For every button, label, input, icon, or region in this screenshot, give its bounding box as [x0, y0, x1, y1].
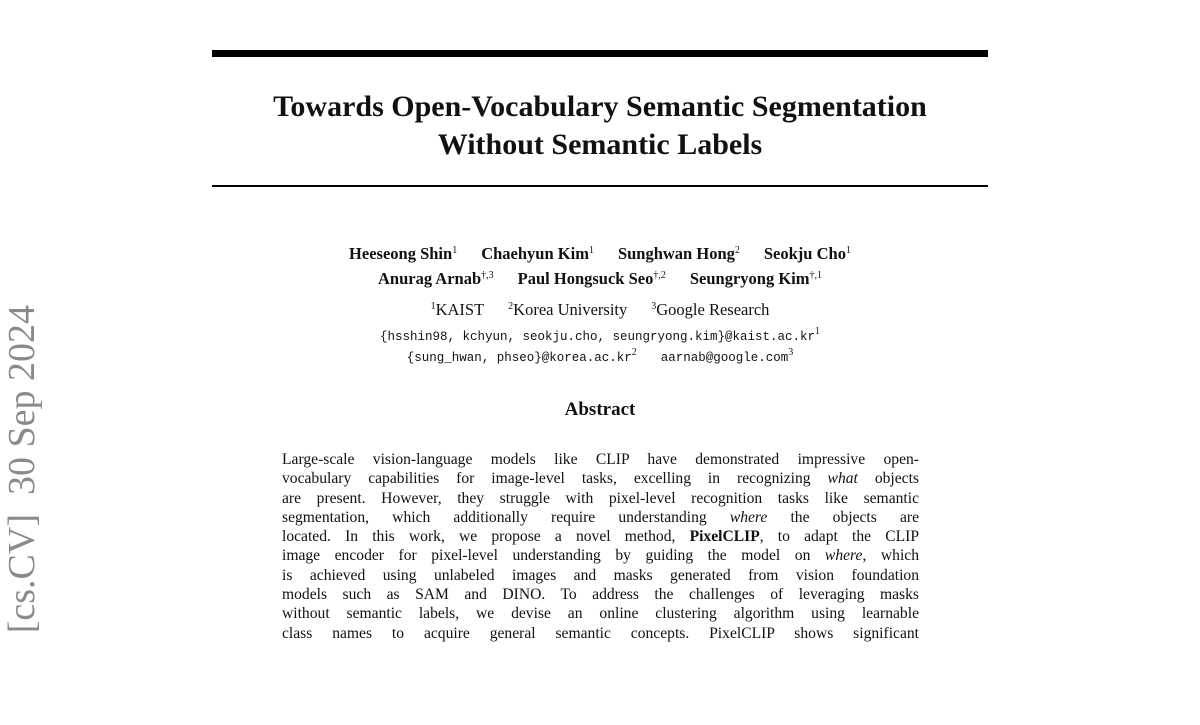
affiliation-name: Google Research — [656, 300, 770, 319]
email-row — [212, 348, 988, 369]
abstract-heading: Abstract — [564, 399, 636, 420]
abstract-text: are present. However, they struggle with pixel-level recognition tasks like semantic — [282, 489, 919, 507]
email-address: aarnab@google.com — [660, 351, 789, 365]
abstract-emphasis: where — [729, 508, 768, 526]
abstract-line — [282, 469, 919, 488]
author-name: Paul Hongsuck Seo — [517, 269, 654, 288]
abstract-line — [282, 546, 919, 565]
author-row — [212, 241, 988, 266]
author-affiliation-mark: 2 — [734, 245, 740, 256]
abstract-line — [282, 489, 919, 508]
arxiv-sidebar — [0, 305, 44, 725]
author — [349, 241, 457, 266]
author-name: Heeseong Shin — [349, 244, 453, 263]
affiliation — [431, 299, 485, 321]
author-name: Seungryong Kim — [689, 269, 810, 288]
abstract-text: Large-scale vision-language models like CLIP have demonstrated impressive open- — [282, 451, 919, 468]
abstract-line — [282, 566, 919, 585]
email-address: {hsshin98, kchyun, seokju.cho, seungryong.kim}@kaist.ac.kr — [379, 330, 816, 344]
abstract-text: vocabulary capabilities for image-level tasks, excelling in recognizing — [282, 470, 828, 488]
abstract-text: the objects are — [767, 508, 919, 526]
author-list — [212, 241, 988, 291]
email-affiliation-mark: 3 — [788, 347, 794, 358]
email-affiliation-mark: 2 — [631, 347, 637, 358]
abstract-text: segmentation, which additionally require understanding — [282, 508, 730, 526]
author — [618, 241, 740, 266]
affiliation-mark: 1 — [430, 301, 436, 312]
abstract-body — [282, 450, 919, 643]
affiliation-mark: 2 — [508, 301, 514, 312]
abstract-text: image encoder for pixel-level understanding by guiding the model on — [282, 547, 825, 565]
author-affiliation-mark: 1 — [452, 245, 458, 256]
email-row — [212, 327, 988, 348]
author-affiliation-mark: †,3 — [481, 270, 494, 281]
email-list — [212, 327, 988, 369]
author-name: Chaehyun Kim — [481, 244, 589, 263]
author-row — [212, 266, 988, 291]
affiliations — [212, 299, 988, 321]
abstract-text: class names to acquire general semantic concepts. PixelCLIP shows significant — [282, 624, 919, 642]
email-address: {sung_hwan, phseo}@korea.ac.kr — [406, 351, 632, 365]
top-rule — [212, 50, 988, 57]
affiliation-name: Korea University — [513, 300, 628, 319]
abstract-text: is achieved using unlabeled images and masks generated from vision foundation — [282, 566, 919, 584]
arxiv-stamp: [cs.CV] 30 Sep 2024 — [1, 305, 43, 634]
author-affiliation-mark: 1 — [845, 245, 851, 256]
abstract-text: , to adapt the CLIP — [759, 528, 920, 546]
email — [380, 327, 820, 348]
abstract-line — [282, 604, 919, 623]
bottom-rule — [212, 185, 988, 187]
method-name: PixelCLIP — [689, 528, 760, 546]
abstract-text: objects — [857, 470, 919, 488]
author — [690, 266, 822, 291]
affiliation — [508, 299, 627, 321]
abstract-text: without semantic labels, we devise an online clustering algorithm using learnable — [282, 605, 919, 623]
author-affiliation-mark: 1 — [588, 245, 594, 256]
author-affiliation-mark: †,2 — [653, 270, 666, 281]
abstract-line — [282, 624, 919, 643]
abstract-emphasis: where — [824, 547, 863, 565]
author — [481, 241, 594, 266]
affiliation-mark: 3 — [651, 301, 657, 312]
email — [661, 348, 794, 369]
author-name: Seokju Cho — [763, 244, 846, 263]
abstract-line — [282, 585, 919, 604]
title-line: Without Semantic Labels — [437, 128, 763, 161]
author — [518, 266, 666, 291]
abstract-emphasis: what — [827, 470, 858, 488]
email-affiliation-mark: 1 — [815, 326, 821, 337]
paper-title — [212, 88, 988, 164]
affiliation — [651, 299, 769, 321]
abstract-line — [282, 508, 919, 527]
author-name: Anurag Arnab — [377, 269, 482, 288]
title-line: Towards Open-Vocabulary Semantic Segmentation — [273, 90, 927, 123]
abstract-text: , which — [862, 547, 919, 565]
affiliation-name: KAIST — [435, 300, 485, 319]
author-affiliation-mark: †,1 — [809, 270, 822, 281]
email — [407, 348, 637, 369]
author — [764, 241, 851, 266]
author — [378, 266, 494, 291]
abstract-text: located. In this work, we propose a novel method, — [282, 528, 690, 546]
abstract-line — [282, 450, 919, 469]
author-name: Sunghwan Hong — [617, 244, 735, 263]
abstract-text: models such as SAM and DINO. To address the challenges of leveraging masks — [282, 586, 919, 604]
abstract-line — [282, 527, 919, 546]
